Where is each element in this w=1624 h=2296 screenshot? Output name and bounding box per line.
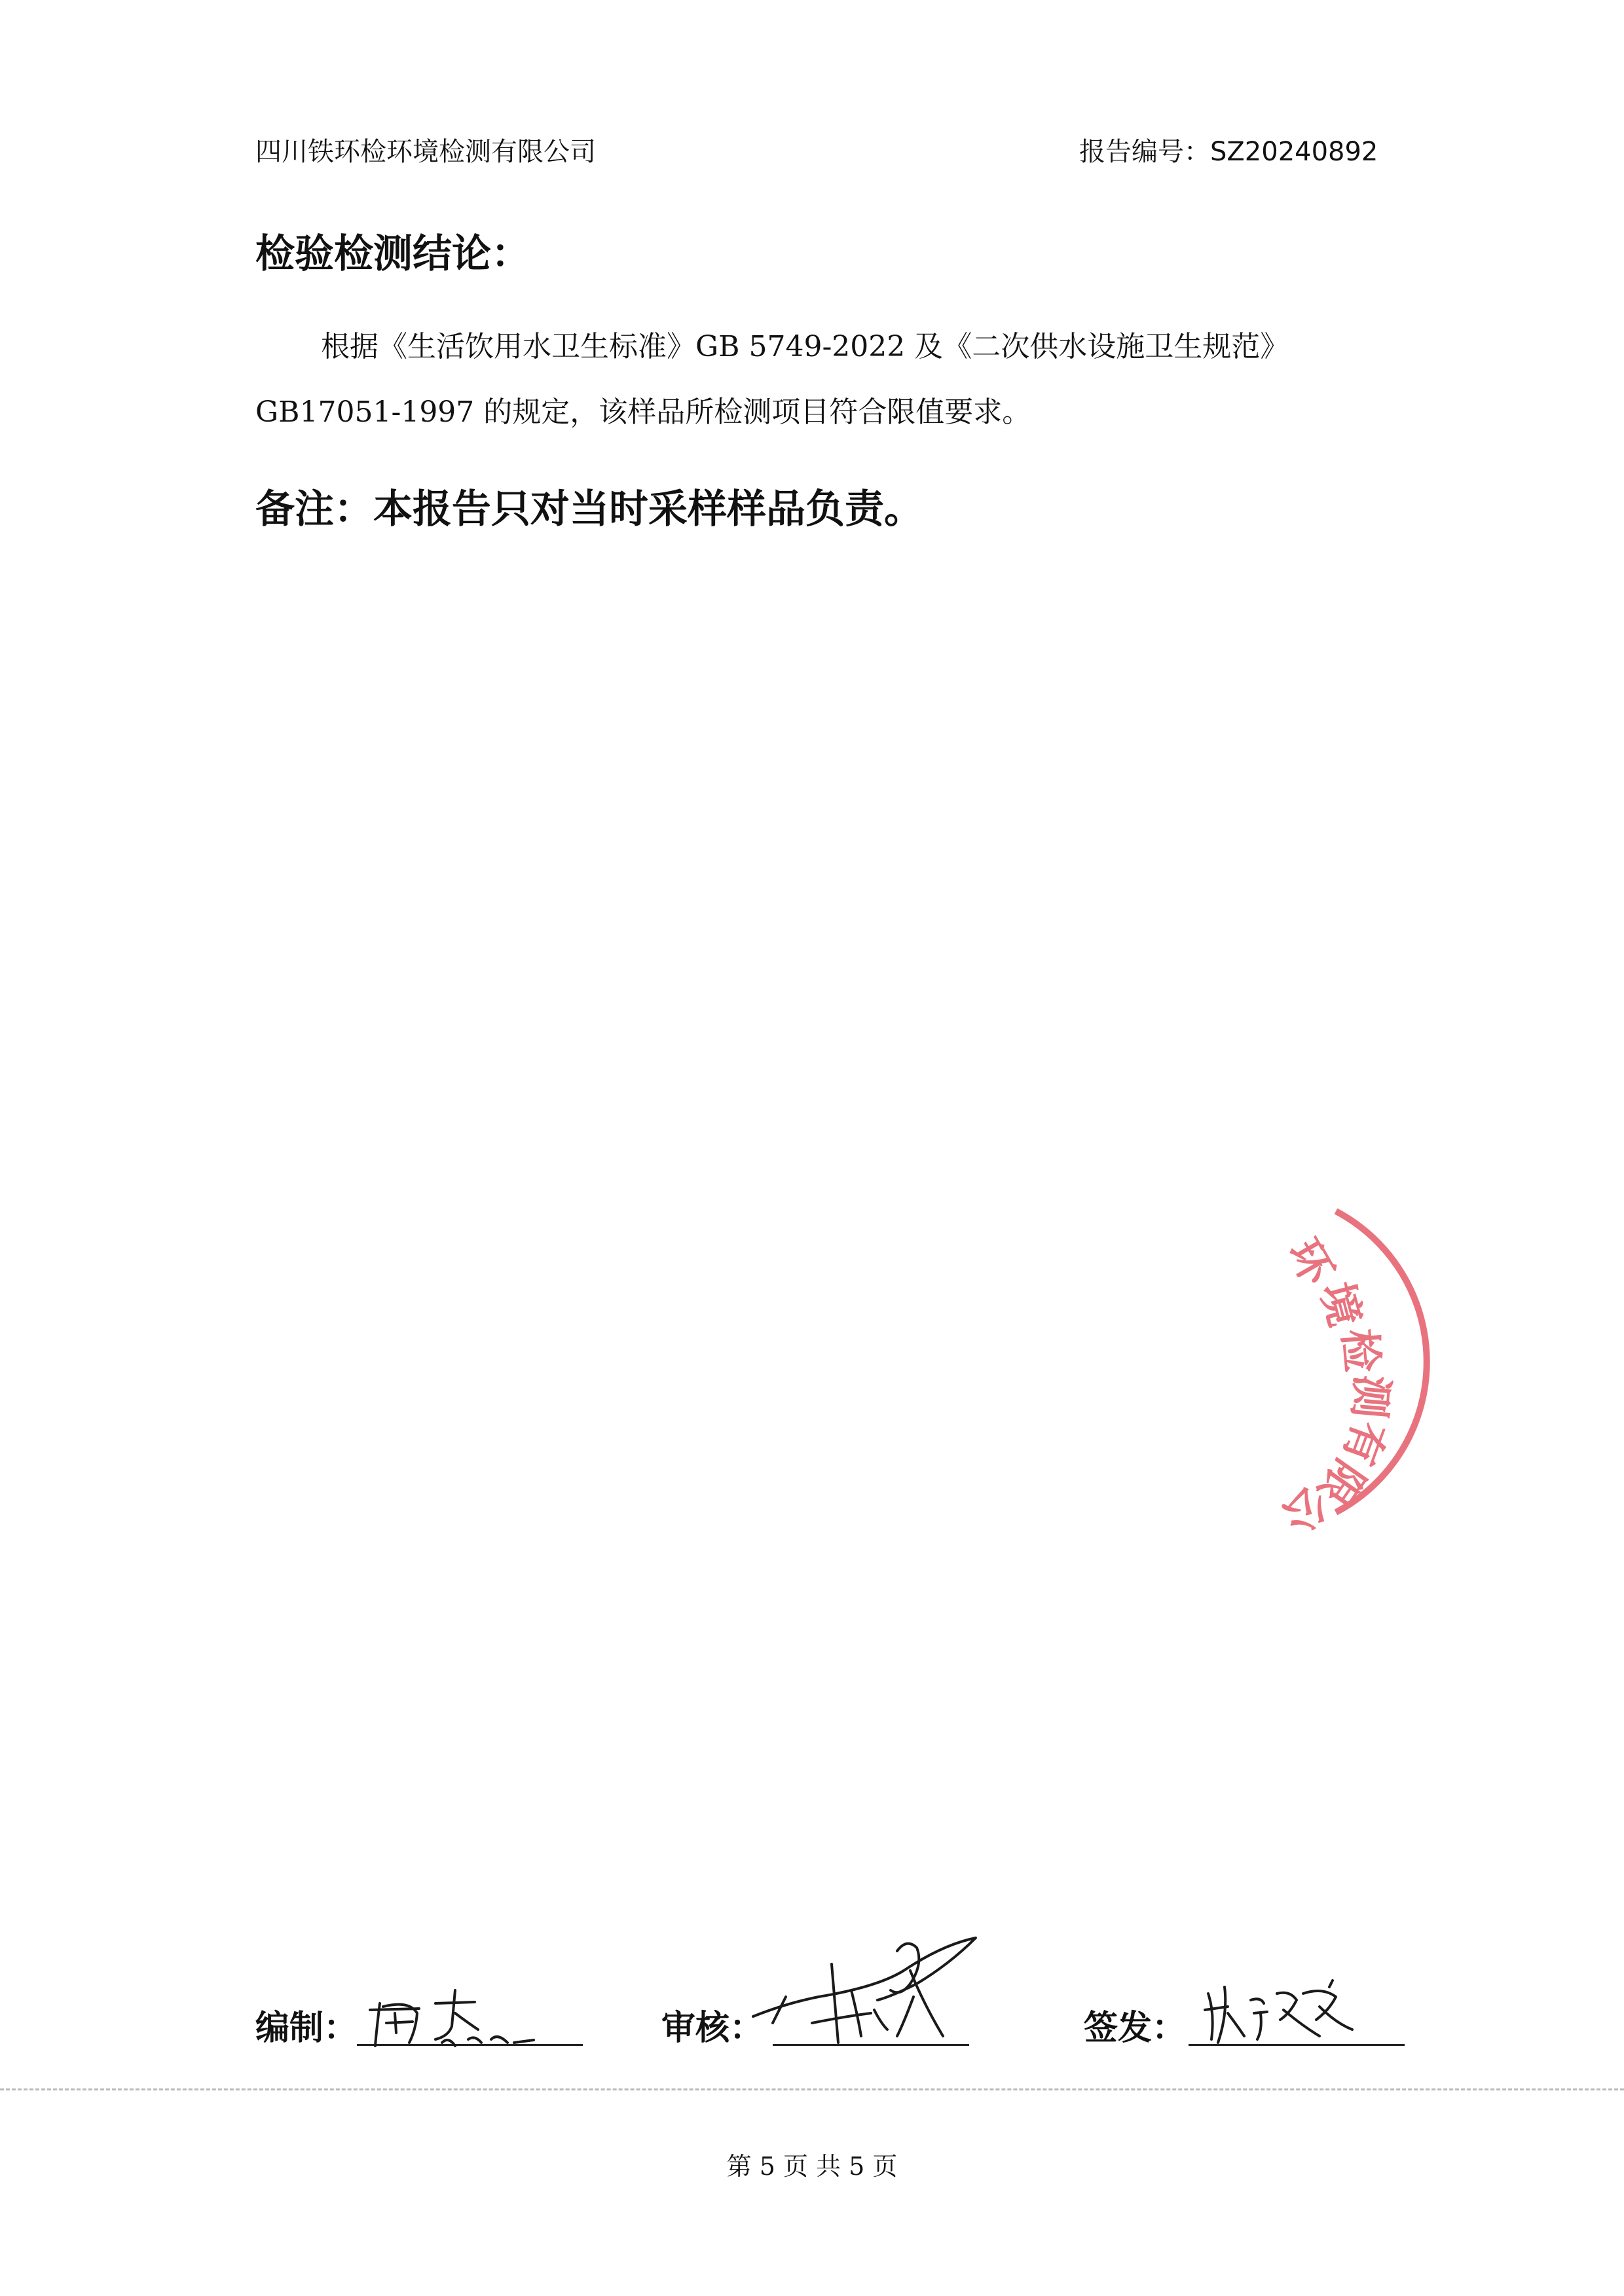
page-number: 第 5 页 共 5 页 xyxy=(726,2152,898,2181)
seal-char-6: 限 xyxy=(1308,1450,1375,1515)
seal-characters xyxy=(1272,1230,1397,1542)
report-number: 报告编号：SZ20240892 xyxy=(1079,137,1378,167)
seal-char-7: 公 xyxy=(1272,1476,1338,1543)
conclusion-title: 检验检测结论： xyxy=(255,231,530,277)
seal-char-1: 环 xyxy=(1278,1230,1344,1293)
reviewed-by-signature xyxy=(747,1925,995,2075)
footer-divider xyxy=(0,2088,1624,2090)
conclusion-text-line-1: 根据《生活饮用水卫生标准》GB 5749-2022 及《二次供水设施卫生规范》 xyxy=(321,330,1289,363)
conclusion-text-line-2: GB17051-1997 的规定，该样品所检测项目符合限值要求。 xyxy=(255,395,1031,429)
reviewed-by-label: 审核： xyxy=(661,2009,764,2048)
company-name: 四川铁环检环境检测有限公司 xyxy=(255,137,596,167)
seal-char-5: 有 xyxy=(1333,1413,1395,1472)
compiled-by-signature xyxy=(357,1977,573,2049)
remark-note: 备注：本报告只对当时采样样品负责。 xyxy=(255,486,923,532)
issued-by-label: 签发： xyxy=(1084,2009,1187,2048)
seal-char-3: 检 xyxy=(1333,1326,1388,1375)
seal-char-4: 测 xyxy=(1343,1372,1397,1421)
issued-by-signature xyxy=(1198,1974,1369,2046)
seal-char-2: 境 xyxy=(1310,1277,1371,1332)
company-seal-stamp xyxy=(1225,1192,1473,1543)
compiled-by-label: 编制： xyxy=(255,2009,358,2048)
